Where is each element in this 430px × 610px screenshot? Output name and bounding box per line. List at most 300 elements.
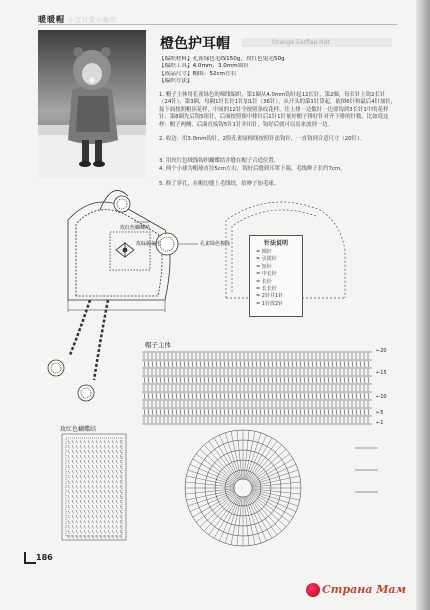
stitch-mark: [272, 377, 273, 383]
legend-item: = 长针: [256, 278, 272, 285]
bow-stitch-mark: [96, 510, 98, 514]
stitch-mark: [236, 393, 237, 399]
crown-spoke: [193, 493, 235, 518]
stitch-mark: [296, 361, 297, 367]
bow-stitch-mark: [84, 455, 86, 459]
bow-stitch-mark: [76, 505, 78, 509]
bow-stitch-mark: [68, 455, 70, 459]
stitch-mark: [248, 377, 249, 383]
crown-spoke: [251, 459, 293, 484]
stitch-mark: [228, 393, 229, 399]
stitch-mark: [156, 377, 157, 383]
page-number-mark: [24, 552, 36, 564]
stitch-mark: [168, 377, 169, 383]
bow-stitch-mark: [108, 495, 110, 499]
crown-spoke: [248, 438, 273, 480]
bow-stitch-mark: [120, 440, 122, 444]
bow-stitch-mark: [116, 520, 118, 524]
stitch-mark: [272, 409, 273, 415]
bow-stitch-mark: [96, 465, 98, 469]
bow-stitch-mark: [112, 465, 114, 469]
bow-stitch-mark: [100, 525, 102, 529]
stitch-mark: [208, 361, 209, 367]
bow-stitch-mark: [120, 490, 122, 494]
bow-stitch-mark: [80, 470, 82, 474]
bow-stitch-mark: [88, 520, 90, 524]
stitch-mark: [280, 393, 281, 399]
bow-stitch-mark: [104, 485, 106, 489]
bow-stitch-mark: [92, 505, 94, 509]
bow-stitch-mark: [80, 440, 82, 444]
bow-stitch-mark: [72, 520, 74, 524]
stitch-mark: [316, 361, 317, 367]
bow-stitch-mark: [108, 535, 110, 539]
bow-stitch-mark: [120, 515, 122, 519]
step-1: 1. 帽子主体用孔雀绿色的棉线编织，第1圈从4.0mm钩针起12长针，第2圈，每长针上钩2长针（24针），第3圈，每隔1针长针1针加1针（36针），从开头的第1针算起，依图6针和最后4针加针，接下面按照帽顶花样，中间的12针全按照条纹花样，往上排一边数针一边要钩到3长针1中的花样针，第8圈先后钩5组针，后面按照图中排针后1针1针量好帽子排好针对齐下排的针数，比如说这样：帽子两侧、后面直接钩5针1针并出针，钩好后就可以出来放到一边。: [159, 92, 397, 128]
bow-stitch-mark: [108, 485, 110, 489]
stitch-mark: [320, 409, 321, 415]
bow-stitch-mark: [116, 450, 118, 454]
stitch-mark: [204, 377, 205, 383]
bow-stitch-mark: [120, 480, 122, 484]
bow-stitch-mark: [116, 470, 118, 474]
bow-stitch-mark: [92, 445, 94, 449]
bow-stitch-mark: [100, 475, 102, 479]
stitch-mark: [328, 377, 329, 383]
stitch-mark: [268, 409, 269, 415]
bow-stitch-mark: [76, 510, 78, 514]
bow-stitch-mark: [116, 515, 118, 519]
stitch-mark: [156, 409, 157, 415]
stitch-mark: [196, 377, 197, 383]
stitch-mark: [144, 377, 145, 383]
bow-stitch-mark: [104, 520, 106, 524]
stitch-mark: [144, 409, 145, 415]
bow-stitch-mark: [88, 480, 90, 484]
bow-stitch-mark: [116, 445, 118, 449]
bow-stitch-mark: [76, 440, 78, 444]
bow-stitch-mark: [68, 500, 70, 504]
bow-stitch-mark: [88, 495, 90, 499]
stitch-mark: [188, 377, 189, 383]
bow-stitch-mark: [100, 450, 102, 454]
stitch-mark: [196, 409, 197, 415]
stitch-mark: [312, 393, 313, 399]
stitch-mark: [296, 377, 297, 383]
stitch-mark: [328, 409, 329, 415]
stitch-mark: [356, 361, 357, 367]
bow-stitch-mark: [108, 480, 110, 484]
bow-stitch-mark: [104, 460, 106, 464]
stitch-mark: [252, 393, 253, 399]
stitch-mark: [300, 377, 301, 383]
bow-stitch-mark: [68, 525, 70, 529]
stitch-mark: [200, 377, 201, 383]
stitch-mark: [276, 361, 277, 367]
bow-stitch-mark: [116, 455, 118, 459]
bow-stitch-mark: [120, 450, 122, 454]
stitch-mark: [168, 361, 169, 367]
stitch-mark: [368, 409, 369, 415]
stitch-mark: [160, 393, 161, 399]
bow-stitch-mark: [116, 475, 118, 479]
bow-stitch-mark: [72, 445, 74, 449]
stitch-mark: [260, 409, 261, 415]
row-label: ←15: [376, 370, 387, 376]
bow-stitch-mark: [72, 485, 74, 489]
page-number: 186: [36, 553, 53, 562]
stitch-mark: [284, 361, 285, 367]
bow-stitch-mark: [92, 525, 94, 529]
bow-stitch-mark: [92, 440, 94, 444]
stitch-mark: [300, 393, 301, 399]
stitch-mark: [168, 409, 169, 415]
bow-stitch-mark: [104, 455, 106, 459]
crown-spoke: [251, 493, 293, 518]
bow-stitch-mark: [96, 455, 98, 459]
stitch-mark: [280, 377, 281, 383]
stitch-mark: [224, 393, 225, 399]
bow-stitch-mark: [84, 475, 86, 479]
stitch-mark: [256, 409, 257, 415]
stitch-mark: [212, 393, 213, 399]
bow-stitch-mark: [84, 495, 86, 499]
stitch-mark: [192, 393, 193, 399]
bow-stitch-mark: [100, 485, 102, 489]
stitch-mark: [248, 361, 249, 367]
stitch-mark: [176, 377, 177, 383]
stitch-mark: [172, 361, 173, 367]
stitch-mark: [224, 409, 225, 415]
crown-spoke: [248, 496, 273, 538]
bow-stitch-mark: [92, 475, 94, 479]
bow-stitch-mark: [72, 480, 74, 484]
stitch-mark: [360, 409, 361, 415]
stitch-mark: [312, 377, 313, 383]
bow-stitch-mark: [112, 520, 114, 524]
stitch-mark: [368, 361, 369, 367]
stitch-mark: [364, 361, 365, 367]
bow-stitch-mark: [112, 460, 114, 464]
watermark-text: Страна Мам: [322, 583, 406, 596]
stitch-mark: [172, 393, 173, 399]
bow-stitch-mark: [72, 530, 74, 534]
stitch-mark: [240, 393, 241, 399]
row-label: ←1: [376, 420, 384, 426]
bow-stitch-mark: [116, 500, 118, 504]
bow-stitch-mark: [96, 440, 98, 444]
stitch-mark: [248, 393, 249, 399]
stitch-mark: [244, 361, 245, 367]
bow-stitch-mark: [68, 530, 70, 534]
bow-stitch-mark: [100, 480, 102, 484]
bow-stitch-mark: [68, 520, 70, 524]
stitch-mark: [284, 409, 285, 415]
stitch-mark: [220, 409, 221, 415]
bow-stitch-mark: [72, 505, 74, 509]
bow-stitch-mark: [100, 510, 102, 514]
bow-stitch-mark: [116, 465, 118, 469]
stitch-mark: [232, 377, 233, 383]
stitch-mark: [244, 409, 245, 415]
stitch-mark: [336, 361, 337, 367]
bow-stitch-mark: [68, 440, 70, 444]
bow-stitch-mark: [68, 470, 70, 474]
stitch-mark: [208, 377, 209, 383]
stitch-mark: [268, 393, 269, 399]
stitch-mark: [204, 361, 205, 367]
stitch-mark: [252, 361, 253, 367]
bow-stitch-mark: [112, 500, 114, 504]
hat-body-label: 帽子主体: [145, 341, 171, 349]
stitch-mark: [340, 361, 341, 367]
bow-stitch-mark: [120, 460, 122, 464]
stitch-mark: [292, 377, 293, 383]
bow-stitch-mark: [80, 495, 82, 499]
bow-stitch-mark: [76, 480, 78, 484]
bow-stitch-mark: [92, 520, 94, 524]
stitch-mark: [236, 377, 237, 383]
bow-stitch-mark: [100, 440, 102, 444]
bow-stitch-mark: [84, 500, 86, 504]
stitch-mark: [208, 409, 209, 415]
bow-stitch-mark: [120, 470, 122, 474]
stitch-mark: [260, 361, 261, 367]
bow-stitch-mark: [120, 500, 122, 504]
bow-stitch-mark: [96, 490, 98, 494]
stitch-mark: [288, 361, 289, 367]
bow-stitch-mark: [120, 485, 122, 489]
stitch-mark: [344, 409, 345, 415]
right-note: 孔雀绿色棉线: [200, 241, 231, 247]
bottom-left-label: 玫红色蝴蝶结: [60, 426, 97, 433]
stitch-mark: [324, 393, 325, 399]
stitch-mark: [204, 409, 205, 415]
stitch-legend: [249, 235, 303, 317]
stitch-mark: [156, 361, 157, 367]
bow-stitch-mark: [76, 465, 78, 469]
stitch-mark: [344, 361, 345, 367]
bow-stitch-mark: [92, 485, 94, 489]
bow-stitch-mark: [92, 455, 94, 459]
bow-stitch-mark: [104, 465, 106, 469]
stitch-mark: [352, 361, 353, 367]
stitch-mark: [184, 393, 185, 399]
stitch-mark: [340, 393, 341, 399]
title-bar-text: Orange Earflap Hat: [272, 39, 330, 46]
stitch-mark: [356, 393, 357, 399]
bow-stitch-mark: [96, 480, 98, 484]
bow-stitch-mark: [84, 480, 86, 484]
stitch-mark: [324, 361, 325, 367]
bow-stitch-mark: [68, 485, 70, 489]
stitch-mark: [340, 377, 341, 383]
bow-stitch-mark: [72, 455, 74, 459]
bow-stitch-mark: [80, 515, 82, 519]
bow-stitch-mark: [68, 450, 70, 454]
stitch-mark: [256, 361, 257, 367]
stitch-mark: [240, 377, 241, 383]
bow-stitch-mark: [96, 515, 98, 519]
bow-stitch-mark: [120, 505, 122, 509]
legend-item: = 2针并1针: [256, 293, 284, 300]
stitch-mark: [228, 409, 229, 415]
bow-stitch-mark: [120, 520, 122, 524]
stitch-mark: [244, 393, 245, 399]
bow-stitch-mark: [80, 480, 82, 484]
stitch-mark: [220, 377, 221, 383]
stitch-mark: [180, 361, 181, 367]
bow-stitch-mark: [112, 495, 114, 499]
stitch-mark: [196, 361, 197, 367]
stitch-mark: [264, 361, 265, 367]
legend-item: = 1针放2针: [256, 300, 284, 307]
stitch-mark: [356, 377, 357, 383]
bow-stitch-mark: [100, 465, 102, 469]
bow-stitch-mark: [68, 475, 70, 479]
bow-stitch-mark: [116, 505, 118, 509]
bow-stitch-mark: [80, 445, 82, 449]
bow-stitch-mark: [116, 535, 118, 539]
bow-stitch-mark: [116, 510, 118, 514]
bow-stitch-mark: [72, 475, 74, 479]
stitch-mark: [164, 393, 165, 399]
stitch-mark: [152, 377, 153, 383]
bow-stitch-mark: [100, 445, 102, 449]
hat-drawing: [48, 190, 198, 401]
stitch-mark: [332, 393, 333, 399]
stitch-mark: [148, 377, 149, 383]
step-5: 5. 修了穿孔，在帽边缝上毛线结，给辫子加毛球。: [159, 181, 280, 187]
bow-stitch-mark: [112, 530, 114, 534]
info-method: 【编织方法】: [159, 77, 193, 84]
bow-stitch-mark: [80, 465, 82, 469]
bow-stitch-mark: [84, 535, 86, 539]
legend-item: = 中长针: [256, 271, 277, 278]
bow-stitch-mark: [72, 500, 74, 504]
stitch-mark: [260, 377, 261, 383]
bow-stitch-mark: [104, 505, 106, 509]
legend-item: = 短针: [256, 263, 272, 270]
stitch-mark: [144, 393, 145, 399]
bow-stitch-mark: [116, 440, 118, 444]
stitch-mark: [148, 361, 149, 367]
bow-stitch-mark: [76, 515, 78, 519]
bow-stitch-mark: [84, 445, 86, 449]
bow-stitch-mark: [68, 495, 70, 499]
bow-stitch-mark: [104, 445, 106, 449]
bow-stitch-mark: [96, 495, 98, 499]
stitch-mark: [284, 393, 285, 399]
bow-stitch-mark: [76, 535, 78, 539]
bow-stitch-mark: [92, 465, 94, 469]
bow-stitch-mark: [76, 475, 78, 479]
bow-stitch-mark: [88, 535, 90, 539]
bow-stitch-mark: [88, 515, 90, 519]
stitch-mark: [308, 361, 309, 367]
stitch-mark: [264, 377, 265, 383]
bow-stitch-mark: [88, 470, 90, 474]
bow-stitch-mark: [76, 495, 78, 499]
stitch-mark: [360, 361, 361, 367]
bow-stitch-mark: [84, 450, 86, 454]
bow-stitch-mark: [112, 450, 114, 454]
bow-stitch-mark: [88, 490, 90, 494]
bow-stitch-mark: [84, 515, 86, 519]
stitch-mark: [184, 377, 185, 383]
bow-stitch-mark: [100, 520, 102, 524]
bow-stitch-mark: [116, 460, 118, 464]
stitch-mark: [276, 409, 277, 415]
row-label: ←10: [376, 394, 387, 400]
legend-item: = 引拔针: [256, 256, 277, 263]
stitch-mark: [224, 377, 225, 383]
bow-stitch-mark: [112, 475, 114, 479]
bow-stitch-mark: [116, 495, 118, 499]
stitch-mark: [228, 361, 229, 367]
bow-stitch-mark: [108, 475, 110, 479]
bow-stitch-mark: [112, 535, 114, 539]
bow-stitch-mark: [88, 525, 90, 529]
crown-spoke: [214, 438, 239, 480]
bow-stitch-mark: [120, 535, 122, 539]
bow-stitch-mark: [80, 450, 82, 454]
stitch-mark: [312, 409, 313, 415]
bow-stitch-mark: [68, 480, 70, 484]
bow-stitch-mark: [68, 515, 70, 519]
stitch-mark: [192, 377, 193, 383]
bow-stitch-mark: [76, 455, 78, 459]
stitch-mark: [220, 361, 221, 367]
stitch-mark: [180, 409, 181, 415]
bow-stitch-mark: [104, 470, 106, 474]
bow-stitch-mark: [88, 455, 90, 459]
bow-stitch-mark: [116, 525, 118, 529]
stitch-mark: [308, 409, 309, 415]
stitch-mark: [352, 377, 353, 383]
stitch-mark: [188, 409, 189, 415]
bow-stitch-mark: [76, 485, 78, 489]
bow-stitch-mark: [72, 510, 74, 514]
bow-stitch-mark: [100, 460, 102, 464]
bow-stitch-mark: [96, 525, 98, 529]
bow-stitch-mark: [104, 490, 106, 494]
stitch-mark: [364, 409, 365, 415]
row-label: ←5: [376, 410, 384, 416]
bow-stitch-mark: [92, 510, 94, 514]
bow-stitch-mark: [112, 485, 114, 489]
bow-stitch-mark: [108, 530, 110, 534]
bow-stitch-mark: [92, 535, 94, 539]
bow-stitch-mark: [100, 515, 102, 519]
stitch-mark: [300, 409, 301, 415]
stitch-mark: [256, 393, 257, 399]
stitch-mark: [252, 377, 253, 383]
stitch-mark: [308, 377, 309, 383]
bow-stitch-mark: [88, 510, 90, 514]
bow-stitch-mark: [96, 505, 98, 509]
bow-stitch-mark: [100, 495, 102, 499]
stitch-mark: [356, 409, 357, 415]
bow-stitch-mark: [72, 515, 74, 519]
stitch-mark: [144, 361, 145, 367]
stitch-mark: [192, 409, 193, 415]
bow-stitch-mark: [112, 445, 114, 449]
stitch-mark: [272, 361, 273, 367]
bow-stitch-mark: [72, 450, 74, 454]
bow-note: 玫红色兔毛: [136, 241, 162, 247]
stitch-mark: [352, 409, 353, 415]
